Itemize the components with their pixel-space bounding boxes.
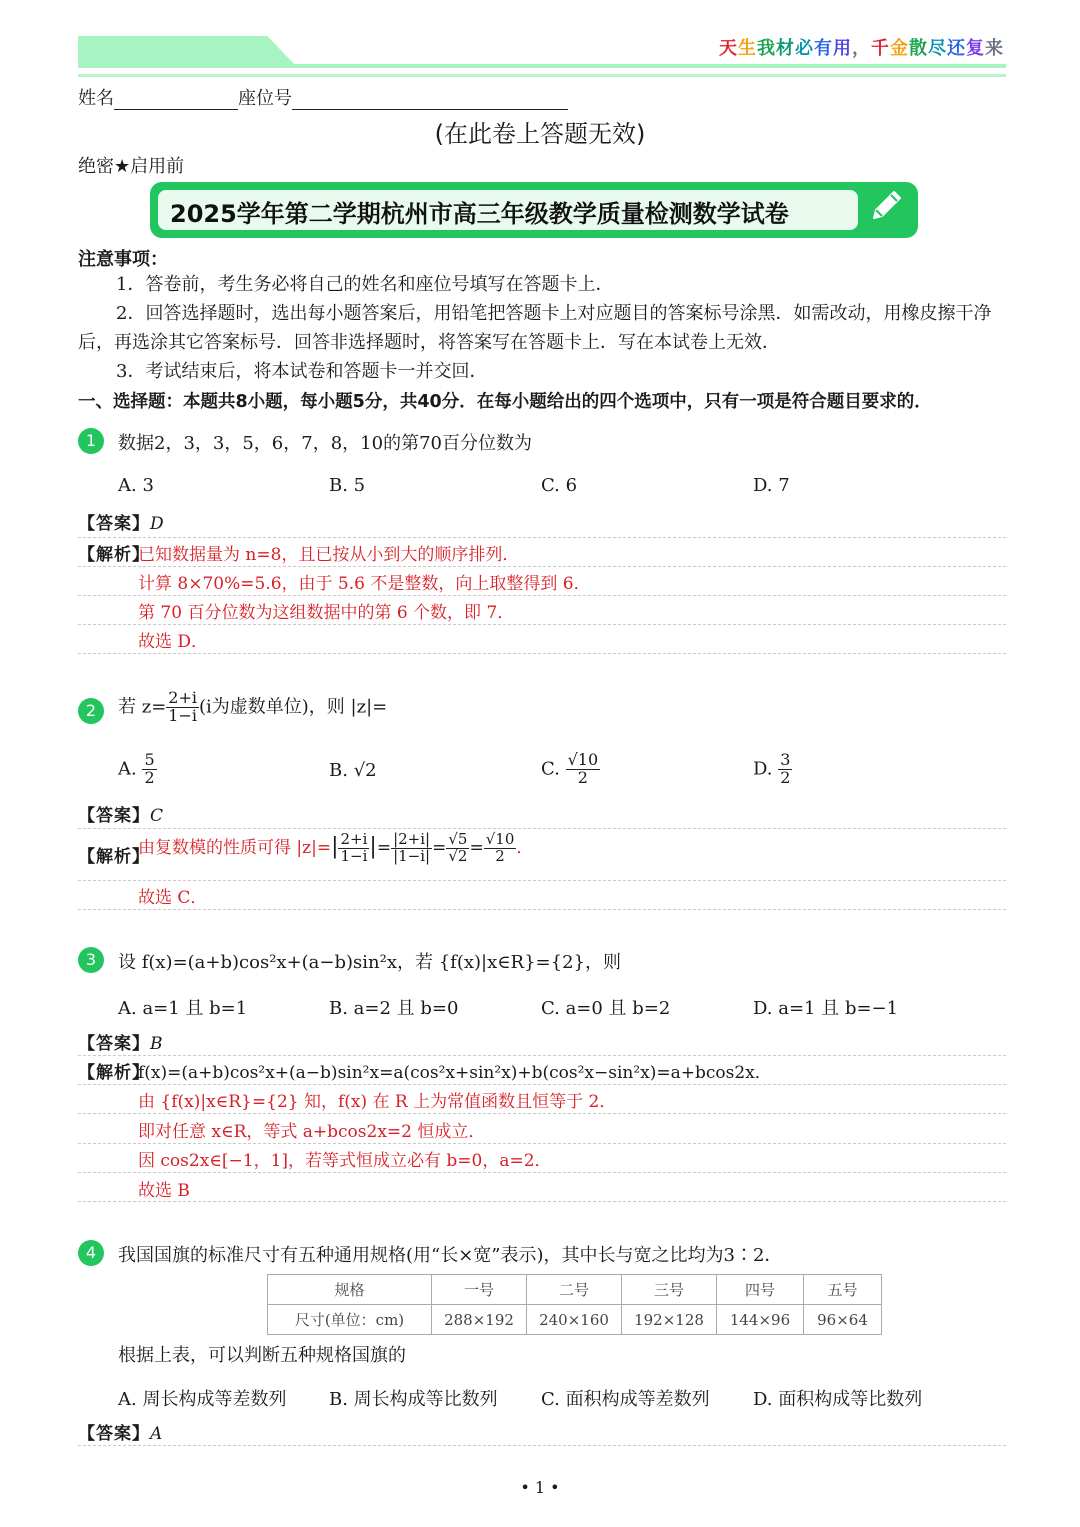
q3-answer: B [150, 1034, 163, 1054]
motto-char: 生 [738, 38, 757, 59]
analysis-label: 【解析】 [78, 1063, 150, 1083]
answer-label: 【答案】 [78, 1424, 150, 1444]
q2-option-c: C. $\frac{√10}{2}$ [541, 750, 599, 787]
motto-char: 散 [909, 38, 928, 59]
answer-label: 【答案】 [78, 806, 150, 826]
note-item-1: 1．答卷前，考生务必将自己的姓名和座位号填写在答题卡上． [116, 274, 614, 295]
table-cell: 三号 [622, 1275, 717, 1305]
seat-label: 座位号 [238, 88, 292, 109]
q2-stem: 若 z= $\frac{2+i}{1-i}$ (i为虚数单位)，则 |z|= [118, 688, 388, 725]
q1-analysis-line-3: 第 70 百分位数为这组数据中的第 6 个数，即 7． [138, 603, 515, 623]
header-rule-secondary [78, 74, 1006, 77]
header-rule [78, 64, 1006, 68]
q4-option-a: A. 周长构成等差数列 [118, 1389, 287, 1410]
motto-char: 必 [795, 38, 814, 59]
q3-option-b: B. a=2 且 b=0 [329, 998, 459, 1019]
divider [78, 624, 1006, 625]
q4-stem: 我国国旗的标准尺寸有五种通用规格(用“长×宽”表示)，其中长与宽之比均为3∶2． [118, 1245, 783, 1266]
seat-blank [292, 92, 568, 110]
table-cell: 二号 [527, 1275, 622, 1305]
page-number: • 1 • [520, 1478, 560, 1497]
divider [78, 566, 1006, 567]
q4-answer-row [78, 1419, 162, 1444]
secret-label: 绝密★启用前 [78, 156, 185, 177]
q3-analysis-line-4: 因 cos2x∈[−1，1]，若等式恒成立必有 b=0，a=2． [138, 1151, 552, 1171]
divider [78, 1201, 1006, 1202]
q1-stem: 数据2，3，3，5，6，7，8，10的第70百分位数为 [118, 433, 532, 454]
note-item-2: 2．回答选择题时，选出每小题答案后，用铅笔把答题卡上对应题目的答案标号涂黑．如需改动，用橡皮擦干净后，再选涂其它答案标号．回答非选择题时，将答案写在答题卡上．写在本试卷上无效． [78, 303, 992, 353]
q3-analysis-line-1: f(x)=(a+b)cos²x+(a−b)sin²x=a(cos²x+sin²x)+b(cos²x−sin²x)=a+bcos2x． [138, 1063, 772, 1083]
q1-analysis-line-4: 故选 D． [138, 632, 209, 652]
name-seat-row [78, 84, 568, 110]
q4-option-b: B. 周长构成等比数列 [329, 1389, 498, 1410]
divider [78, 1055, 1006, 1056]
q3-option-a: A. a=1 且 b=1 [118, 998, 248, 1019]
table-cell: 一号 [432, 1275, 527, 1305]
motto-char: 天 [719, 38, 738, 59]
table-cell: 96×64 [804, 1305, 882, 1335]
divider [78, 1113, 1006, 1114]
q3-option-d: D. a=1 且 b=−1 [753, 998, 899, 1019]
question-number-badge: 4 [78, 1240, 104, 1266]
q1-answer-row [78, 509, 164, 534]
divider [78, 653, 1006, 654]
motto-char: ， [852, 38, 871, 59]
q2-answer: C [150, 806, 164, 826]
motto-char: 材 [776, 38, 795, 59]
q3-analysis-line-5: 故选 B [138, 1181, 190, 1201]
header-motto [719, 34, 1004, 60]
question-number-badge: 3 [78, 947, 104, 973]
q4-option-d: D. 面积构成等比数列 [753, 1389, 923, 1410]
motto-char: 用 [833, 38, 852, 59]
table-header-row [268, 1275, 882, 1305]
motto-char: 有 [814, 38, 833, 59]
q2-option-b: B. √2 [329, 760, 377, 781]
exam-title: 2025学年第二学期杭州市高三年级教学质量检测数学试卷 [170, 200, 789, 228]
motto-char: 还 [947, 38, 966, 59]
question-number-badge: 1 [78, 428, 104, 454]
q1-analysis-line-1: 已知数据量为 n=8，且已按从小到大的顺序排列． [138, 545, 520, 565]
notes-heading: 注意事项： [78, 249, 168, 270]
divider [78, 1172, 1006, 1173]
divider [78, 1084, 1006, 1085]
divider [78, 595, 1006, 596]
q2-analysis-line-2: 故选 C． [138, 888, 208, 908]
question-number-badge: 2 [78, 698, 104, 724]
divider [78, 828, 1006, 829]
analysis-label: 【解析】 [78, 847, 150, 867]
table-cell: 四号 [717, 1275, 804, 1305]
divider [78, 880, 1006, 881]
table-cell: 240×160 [527, 1305, 622, 1335]
flag-size-table [267, 1274, 882, 1335]
q4-answer: A [150, 1424, 163, 1444]
motto-char: 尽 [928, 38, 947, 59]
divider [78, 1143, 1006, 1144]
table-row [268, 1305, 882, 1335]
answer-label: 【答案】 [78, 1034, 150, 1054]
table-cell: 规格 [268, 1275, 432, 1305]
q2-option-d: D. $\frac{3}{2}$ [753, 750, 791, 787]
invalid-notice: (在此卷上答题无效) [434, 120, 646, 148]
q1-option-c: C. 6 [541, 475, 578, 496]
q4-option-c: C. 面积构成等差数列 [541, 1389, 710, 1410]
name-blank [114, 92, 238, 110]
q3-analysis-line-3: 即对任意 x∈R，等式 a+bcos2x=2 恒成立． [138, 1122, 486, 1142]
pencil-icon [866, 186, 906, 231]
divider [78, 909, 1006, 910]
analysis-label: 【解析】 [78, 545, 150, 565]
motto-char: 千 [871, 38, 890, 59]
q1-option-a: A. 3 [118, 475, 154, 496]
q3-stem: 设 f(x)=(a+b)cos²x+(a−b)sin²x，若 {f(x)|x∈R}={2}，则 [118, 952, 621, 973]
table-cell: 288×192 [432, 1305, 527, 1335]
q1-option-b: B. 5 [329, 475, 366, 496]
answer-label: 【答案】 [78, 514, 150, 534]
table-cell: 尺寸(单位：cm) [268, 1305, 432, 1335]
motto-char: 复 [966, 38, 985, 59]
q2-analysis-line-1: 由复数模的性质可得 |z|=| $\frac{2+i}{1-i}$ |= $\frac{|2+i|}{|1-i|}$ = $\frac{√5}{√2}$ = $\frac{√10}{2}$ ． [138, 830, 534, 865]
table-cell: 144×96 [717, 1305, 804, 1335]
divider [78, 537, 1006, 538]
q2-answer-row [78, 801, 163, 826]
motto-char: 金 [890, 38, 909, 59]
q1-option-d: D. 7 [753, 475, 790, 496]
q1-analysis-line-2: 计算 8×70%=5.6，由于 5.6 不是整数，向上取整得到 6． [138, 574, 591, 594]
section-title: 一、选择题：本题共8小题，每小题5分，共40分．在每小题给出的四个选项中，只有一项是符合题目要求的． [78, 392, 932, 412]
table-cell: 192×128 [622, 1305, 717, 1335]
name-label: 姓名 [78, 88, 114, 109]
q2-option-a: A. $\frac{5}{2}$ [118, 750, 155, 787]
table-cell: 五号 [804, 1275, 882, 1305]
q3-option-c: C. a=0 且 b=2 [541, 998, 671, 1019]
divider [78, 1445, 1006, 1446]
q4-follow-text: 根据上表，可以判断五种规格国旗的 [118, 1345, 406, 1366]
motto-char: 我 [757, 38, 776, 59]
note-item-3: 3．考试结束后，将本试卷和答题卡一并交回． [116, 361, 488, 382]
q1-answer: D [150, 514, 164, 534]
motto-char: 来 [985, 38, 1004, 59]
q3-answer-row [78, 1029, 163, 1054]
q3-analysis-line-2: 由 {f(x)|x∈R}={2} 知，f(x) 在 R 上为常值函数且恒等于 2． [138, 1092, 617, 1112]
